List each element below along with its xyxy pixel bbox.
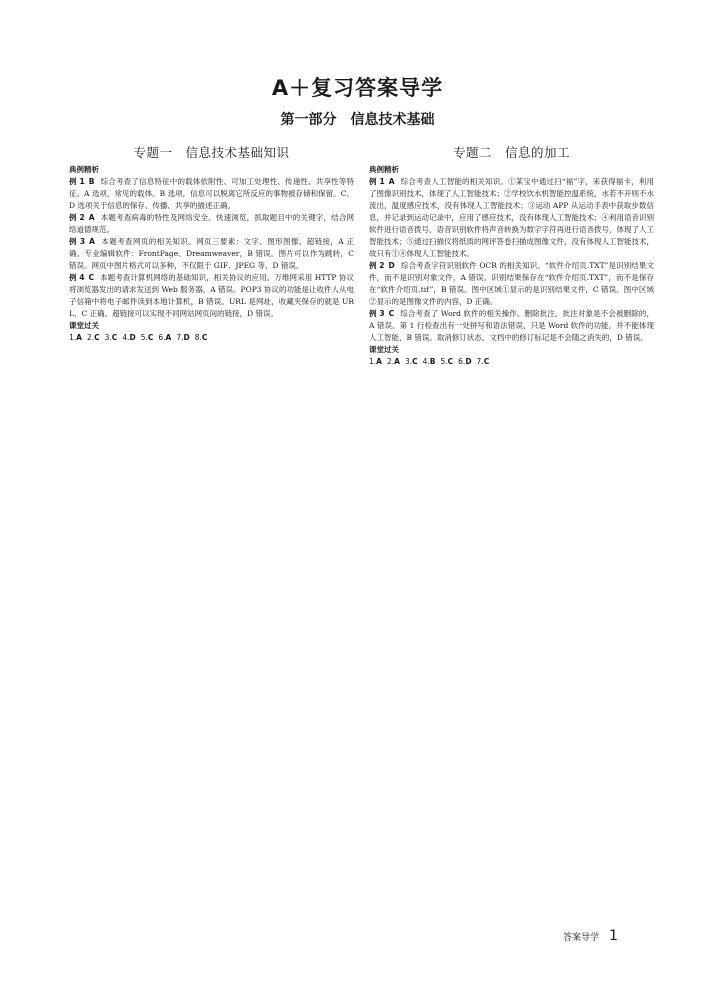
page-number: 1 — [609, 928, 618, 944]
answer-value: A — [76, 333, 82, 342]
page-footer — [563, 928, 618, 944]
answer-item — [477, 357, 490, 366]
answer-value: A — [394, 357, 400, 366]
answer-key — [369, 356, 654, 368]
answer-item — [440, 357, 453, 366]
example-paragraph — [369, 176, 654, 260]
page-title: A＋复习答案导学 — [271, 76, 444, 100]
example-text: 综合考查字符识别软件 OCR 的相关知识。“软件介绍页.TXT”是识别结果文件，而不是识别对象文件，A 错误。识别结果保存在“软件介绍页.TXT”，而不是保存在“软件介绍页.tif”，B 错误。图中区域①显示的是识别结果文件，C 错误。图中区域②显示的是图像文件的内容，D 正确。 — [369, 261, 654, 306]
answer-item — [158, 333, 171, 342]
answer-number: 6. — [458, 357, 466, 366]
answer-number: 6. — [158, 333, 166, 342]
answer-value: C — [201, 333, 208, 342]
examples-list — [369, 176, 654, 344]
example-answer: A — [388, 177, 395, 186]
right-column — [369, 143, 654, 368]
answer-item — [405, 357, 418, 366]
example-answer: C — [388, 309, 395, 318]
example-paragraph — [69, 272, 354, 320]
answer-item — [458, 357, 471, 366]
answer-item — [122, 333, 135, 342]
example-answer: B — [88, 177, 95, 186]
example-label: 例 3 — [69, 237, 86, 246]
answer-item — [87, 333, 100, 342]
section-label: 典例精析 — [369, 165, 399, 174]
answer-value: C — [94, 333, 100, 342]
answer-value: C — [483, 357, 490, 366]
answer-number: 1. — [369, 357, 377, 366]
footer-label: 答案导学 — [563, 933, 600, 943]
example-label: 例 3 — [369, 309, 385, 318]
example-label: 例 2 — [369, 261, 385, 270]
answer-number: 1. — [69, 333, 77, 342]
example-paragraph — [69, 176, 354, 212]
example-label: 例 1 — [369, 177, 385, 186]
answer-number: 5. — [440, 357, 448, 366]
answer-value: C — [111, 333, 118, 342]
answer-number: 4. — [422, 357, 430, 366]
example-text: 综合考查人工智能的相关知识。①某宝中通过扫“福”字，来获得福卡，利用了图像识别技术，体现了人工智能技术；②学校饮水机智能控温系统，水若不开则不水流出，温度感应技术，没有体现人工智能技术；③运动 APP 从运动手表中获取步数信息，并记录到运动记录中，应用了感应技术，没有体现人工智能技术；④利用语音识别软件进行语音拨号，语音识别软件将声音转换为数字字符再进行语音拨号，体现了人工智能技术；⑤通过扫描仪将纸质的网评答卷扫描成图像文件，没有体现人工智能技术，故只有①④体现人工智能技术。 — [369, 177, 654, 258]
answer-number: 3. — [104, 333, 112, 342]
section-label: 课堂过关 — [369, 345, 399, 354]
examples-list — [69, 176, 354, 320]
answer-value: D — [465, 357, 472, 366]
answer-item — [141, 333, 154, 342]
example-answer: A — [89, 237, 95, 246]
topic-heading: 专题一 信息技术基础知识 — [133, 145, 290, 160]
answer-value: D — [129, 333, 136, 342]
answer-item — [69, 333, 82, 342]
example-text: 综合考查了 Word 软件的相关操作。删除批注，批注对象是不会被删除的，A 错误。第 1 行检查出有一处拼写和语法错误，只是 Word 软件的功能，并不能体现人工智能，B 错误。取消修订状态，文档中的修订标记是不会随之消失的，D 错误。 — [369, 309, 654, 342]
answer-value: C — [412, 357, 418, 366]
answer-value: D — [183, 333, 190, 342]
example-answer: A — [88, 213, 95, 222]
example-answer: D — [388, 261, 395, 270]
answer-value: B — [429, 357, 436, 366]
answer-value: C — [447, 357, 454, 366]
example-label: 例 1 — [69, 177, 85, 186]
example-paragraph — [369, 308, 654, 344]
example-text: 本题考查病毒的特性及网络安全。快速浏览，抓取题目中的关键字，结合网络道德规范。 — [69, 213, 354, 234]
example-paragraph — [69, 236, 354, 272]
left-column — [69, 143, 354, 344]
example-label: 例 4 — [69, 273, 85, 282]
answer-value: A — [165, 333, 172, 342]
answer-number: 7. — [176, 333, 184, 342]
answer-item — [195, 333, 208, 342]
example-paragraph — [369, 260, 654, 308]
example-label: 例 2 — [69, 213, 85, 222]
answer-item — [105, 333, 118, 342]
example-answer: C — [88, 273, 95, 282]
example-text: 本题考查计算机网络的基础知识，相关协议的应用。万维网采用 HTTP 协议将浏览器发出的请求发送到 Web 服务器，A 错误。POP3 协议的功能是让收件人从电子信箱中将电子邮件读到本地计算机，B 错误。URL 是网址，收藏夹保存的就是 URL，C 正确。超链接可以实现不同网站网页间的链接，D 错误。 — [69, 273, 354, 318]
answer-item — [423, 357, 436, 366]
section-label: 典例精析 — [69, 165, 99, 174]
topic-heading: 专题二 信息的加工 — [452, 145, 570, 160]
answer-item — [387, 357, 400, 366]
example-text: 本题考查网页的相关知识。网页三要素：文字、图形图像、超链接，A 正确。专业编辑软件：FrontPage、Dreamweaver，B 错误。图片可以作为跳转，C 错误。网页中图片格式可以多种，不仅限于 GIF、JPEG 等，D 错误。 — [69, 237, 354, 270]
answer-key — [69, 332, 354, 344]
example-paragraph — [69, 212, 354, 236]
answer-item — [369, 357, 382, 366]
section-label: 课堂过关 — [69, 321, 99, 330]
answer-number: 2. — [386, 357, 395, 366]
answer-number: 5. — [140, 333, 148, 342]
example-text: 综合考查了信息特征中的载体依附性、可加工处理性、传递性、共享性等特征。A 选项，常见的载体。B 选项，信息可以脱离它所反应的事物被存储和保留。C、D 选项关于信息的保存、传播、共享的描述正确。 — [69, 177, 354, 210]
part-heading: 第一部分 信息技术基础 — [280, 112, 435, 128]
answer-number: 2. — [86, 333, 95, 342]
answer-item — [176, 333, 189, 342]
answer-number: 4. — [122, 333, 130, 342]
answer-number: 3. — [404, 357, 413, 366]
answer-number: 8. — [194, 333, 202, 342]
answer-value: C — [147, 333, 154, 342]
answer-number: 7. — [476, 357, 484, 366]
answer-value: A — [376, 357, 382, 366]
